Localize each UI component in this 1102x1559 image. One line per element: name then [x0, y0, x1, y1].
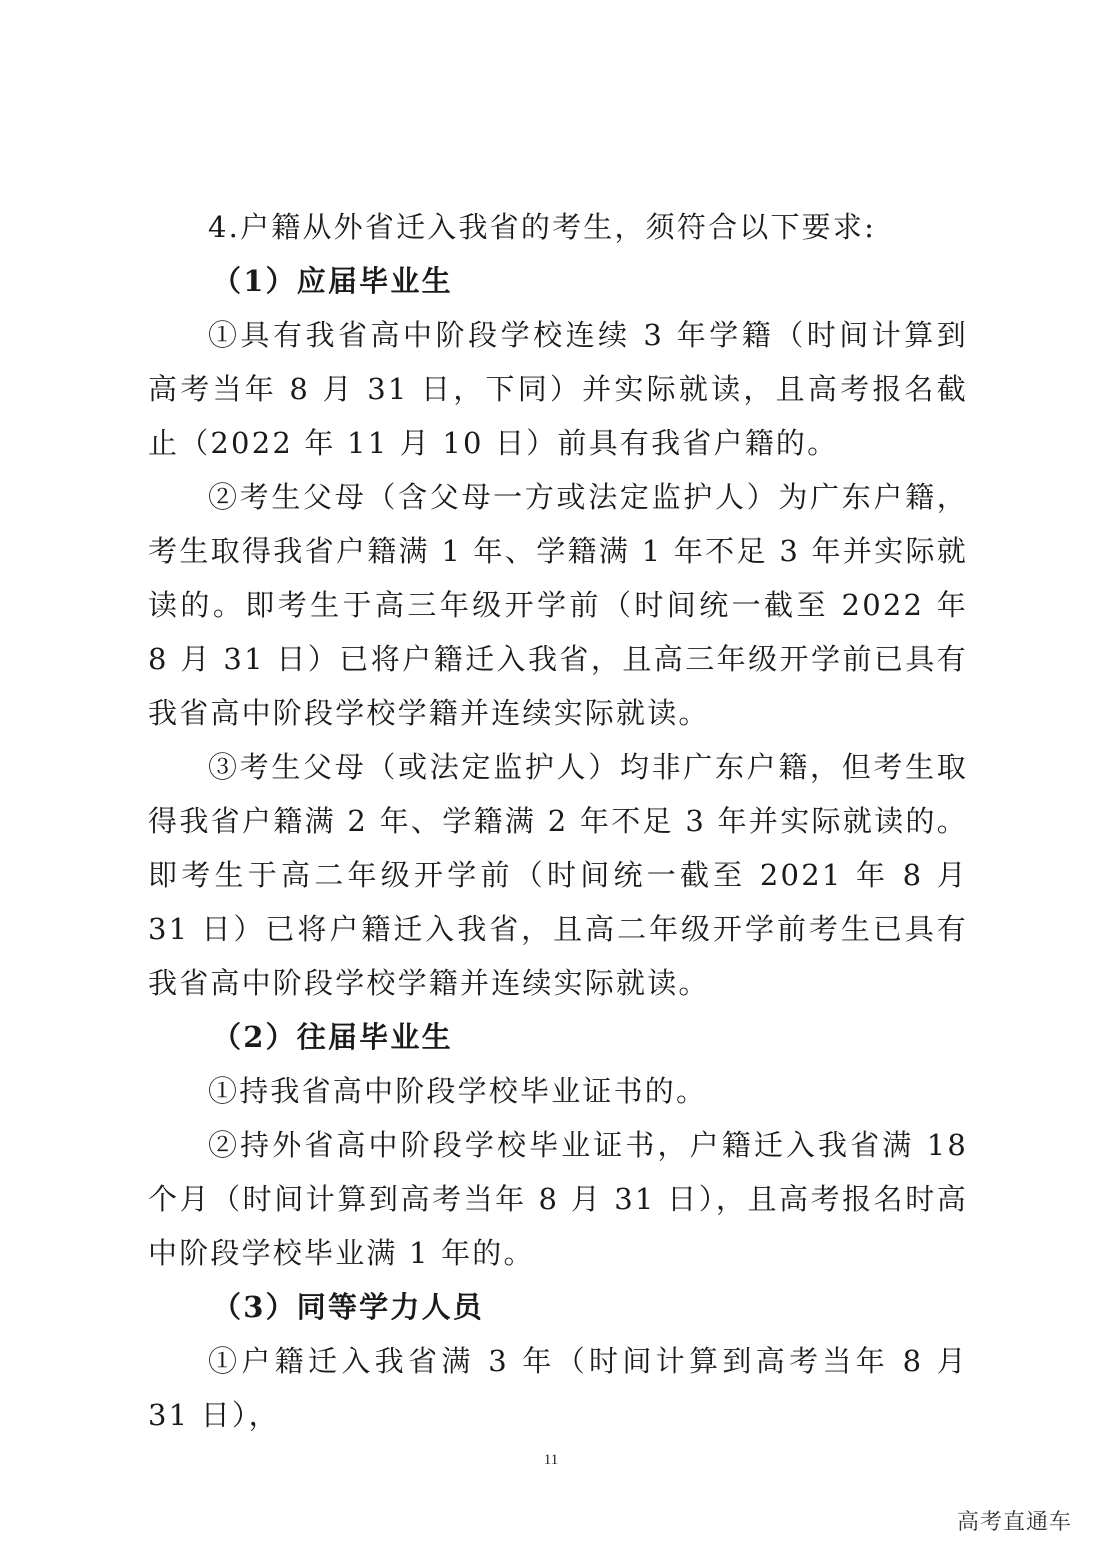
paragraph-equivalent-education-item-1: ①户籍迁入我省满 3 年（时间计算到高考当年 8 月 31 日）， — [148, 1344, 968, 1432]
heading-current-graduates: （1）应届毕业生 — [212, 264, 453, 298]
paragraph-current-graduates-item-2: ②考生父母（含父母一方或法定监护人）为广东户籍，考生取得我省户籍满 1 年、学籍满 1 年不足 3 年并实际就读的。即考生于高三年级开学前（时间统一截至 2022 年 8 月 31 日）已将户籍迁入我省，且高三年级开学前已具有我省高中阶段学校学籍并连续实际就读。 — [148, 480, 968, 730]
paragraph-current-graduates-item-1: ①具有我省高中阶段学校连续 3 年学籍（时间计算到高考当年 8 月 31 日，下同）并实际就读，且高考报名截止（2022 年 11 月 10 日）前具有我省户籍的。 — [148, 318, 968, 460]
paragraph-current-graduates-item-3: ③考生父母（或法定监护人）均非广东户籍，但考生取得我省户籍满 2 年、学籍满 2 年不足 3 年并实际就读的。即考生于高二年级开学前（时间统一截至 2021 年 8 月 31 日）已将户籍迁入我省，且高二年级开学前考生已具有我省高中阶段学校学籍并连续实际就读。 — [148, 750, 968, 1000]
heading-equivalent-education: （3）同等学力人员 — [212, 1290, 484, 1324]
paragraph-requirements-intro: 4.户籍从外省迁入我省的考生，须符合以下要求: — [208, 210, 877, 244]
document-body — [148, 200, 968, 1442]
paragraph-previous-graduates-item-1: ①持我省高中阶段学校毕业证书的。 — [208, 1074, 708, 1108]
page-number: 11 — [543, 1452, 559, 1468]
paragraph-previous-graduates-item-2: ②持外省高中阶段学校毕业证书，户籍迁入我省满 18 个月（时间计算到高考当年 8 月 31 日），且高考报名时高中阶段学校毕业满 1 年的。 — [148, 1128, 968, 1270]
heading-previous-graduates: （2）往届毕业生 — [212, 1020, 453, 1054]
source-watermark: 高考直通车 — [956, 1510, 1072, 1535]
